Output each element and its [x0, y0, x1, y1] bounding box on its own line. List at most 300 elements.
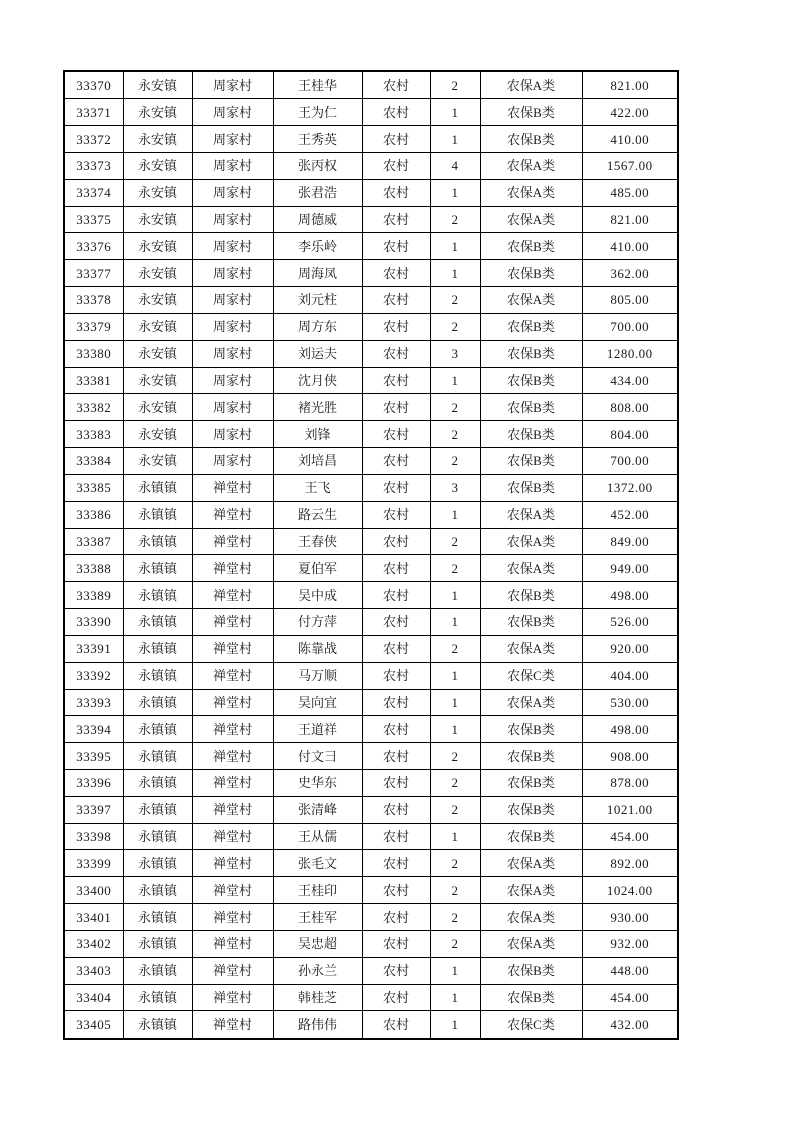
cell-amount: 878.00 — [582, 769, 678, 796]
cell-town: 永镇镇 — [123, 823, 192, 850]
cell-town: 永安镇 — [123, 206, 192, 233]
cell-amount: 526.00 — [582, 609, 678, 636]
cell-village: 周家村 — [192, 233, 273, 260]
cell-serial-number: 33400 — [64, 877, 123, 904]
cell-amount: 908.00 — [582, 743, 678, 770]
cell-village: 周家村 — [192, 421, 273, 448]
cell-serial-number: 33398 — [64, 823, 123, 850]
cell-village: 禅堂村 — [192, 609, 273, 636]
cell-serial-number: 33376 — [64, 233, 123, 260]
cell-person-count: 1 — [430, 609, 480, 636]
cell-residence-type: 农村 — [362, 743, 430, 770]
cell-village: 禅堂村 — [192, 662, 273, 689]
cell-town: 永安镇 — [123, 287, 192, 314]
cell-person-name: 王从儒 — [273, 823, 362, 850]
cell-town: 永安镇 — [123, 233, 192, 260]
cell-person-count: 2 — [430, 528, 480, 555]
cell-residence-type: 农村 — [362, 877, 430, 904]
table-row — [64, 743, 678, 770]
cell-residence-type: 农村 — [362, 930, 430, 957]
cell-person-count: 2 — [430, 930, 480, 957]
cell-residence-type: 农村 — [362, 206, 430, 233]
cell-residence-type: 农村 — [362, 984, 430, 1011]
cell-insurance-category: 农保A类 — [480, 501, 582, 528]
cell-residence-type: 农村 — [362, 394, 430, 421]
cell-village: 禅堂村 — [192, 582, 273, 609]
cell-village: 禅堂村 — [192, 904, 273, 931]
cell-town: 永镇镇 — [123, 1011, 192, 1039]
cell-village: 周家村 — [192, 313, 273, 340]
table-row — [64, 555, 678, 582]
cell-residence-type: 农村 — [362, 99, 430, 126]
cell-person-name: 史华东 — [273, 769, 362, 796]
cell-town: 永镇镇 — [123, 904, 192, 931]
cell-town: 永安镇 — [123, 340, 192, 367]
cell-town: 永镇镇 — [123, 689, 192, 716]
cell-residence-type: 农村 — [362, 957, 430, 984]
cell-residence-type: 农村 — [362, 635, 430, 662]
cell-residence-type: 农村 — [362, 421, 430, 448]
cell-amount: 805.00 — [582, 287, 678, 314]
cell-village: 周家村 — [192, 340, 273, 367]
cell-town: 永安镇 — [123, 367, 192, 394]
cell-serial-number: 33371 — [64, 99, 123, 126]
table-row — [64, 609, 678, 636]
cell-village: 周家村 — [192, 126, 273, 153]
table-row — [64, 233, 678, 260]
cell-town: 永镇镇 — [123, 474, 192, 501]
cell-person-count: 2 — [430, 421, 480, 448]
table-row — [64, 635, 678, 662]
cell-person-name: 路云生 — [273, 501, 362, 528]
cell-residence-type: 农村 — [362, 474, 430, 501]
cell-person-name: 王为仁 — [273, 99, 362, 126]
cell-person-count: 2 — [430, 743, 480, 770]
cell-serial-number: 33390 — [64, 609, 123, 636]
cell-person-count: 4 — [430, 152, 480, 179]
cell-insurance-category: 农保B类 — [480, 367, 582, 394]
cell-residence-type: 农村 — [362, 340, 430, 367]
cell-amount: 920.00 — [582, 635, 678, 662]
cell-residence-type: 农村 — [362, 179, 430, 206]
table-row — [64, 340, 678, 367]
table-row — [64, 850, 678, 877]
cell-insurance-category: 农保A类 — [480, 930, 582, 957]
cell-residence-type: 农村 — [362, 313, 430, 340]
cell-serial-number: 33397 — [64, 796, 123, 823]
table-row — [64, 71, 678, 99]
cell-insurance-category: 农保B类 — [480, 421, 582, 448]
cell-insurance-category: 农保C类 — [480, 1011, 582, 1039]
cell-insurance-category: 农保A类 — [480, 850, 582, 877]
cell-serial-number: 33393 — [64, 689, 123, 716]
cell-amount: 892.00 — [582, 850, 678, 877]
cell-person-count: 1 — [430, 662, 480, 689]
cell-village: 周家村 — [192, 287, 273, 314]
cell-village: 周家村 — [192, 206, 273, 233]
cell-serial-number: 33396 — [64, 769, 123, 796]
cell-insurance-category: 农保B类 — [480, 474, 582, 501]
cell-insurance-category: 农保B类 — [480, 957, 582, 984]
cell-residence-type: 农村 — [362, 233, 430, 260]
table-row — [64, 796, 678, 823]
cell-insurance-category: 农保A类 — [480, 179, 582, 206]
cell-village: 禅堂村 — [192, 474, 273, 501]
table-row — [64, 394, 678, 421]
cell-residence-type: 农村 — [362, 260, 430, 287]
cell-amount: 1567.00 — [582, 152, 678, 179]
cell-town: 永镇镇 — [123, 555, 192, 582]
cell-person-name: 付方萍 — [273, 609, 362, 636]
table-row — [64, 448, 678, 475]
cell-amount: 949.00 — [582, 555, 678, 582]
cell-insurance-category: 农保B类 — [480, 609, 582, 636]
table-row — [64, 904, 678, 931]
cell-serial-number: 33404 — [64, 984, 123, 1011]
cell-person-count: 2 — [430, 769, 480, 796]
cell-person-name: 周德威 — [273, 206, 362, 233]
table-row — [64, 501, 678, 528]
cell-person-count: 1 — [430, 582, 480, 609]
cell-person-name: 周方东 — [273, 313, 362, 340]
cell-village: 禅堂村 — [192, 769, 273, 796]
cell-person-name: 褚光胜 — [273, 394, 362, 421]
cell-insurance-category: 农保B类 — [480, 582, 582, 609]
table-row — [64, 930, 678, 957]
cell-person-count: 2 — [430, 635, 480, 662]
cell-town: 永镇镇 — [123, 609, 192, 636]
cell-person-name: 刘元柱 — [273, 287, 362, 314]
cell-serial-number: 33388 — [64, 555, 123, 582]
cell-town: 永安镇 — [123, 448, 192, 475]
cell-town: 永镇镇 — [123, 930, 192, 957]
cell-serial-number: 33387 — [64, 528, 123, 555]
cell-amount: 448.00 — [582, 957, 678, 984]
cell-town: 永镇镇 — [123, 877, 192, 904]
cell-town: 永镇镇 — [123, 716, 192, 743]
cell-residence-type: 农村 — [362, 448, 430, 475]
cell-serial-number: 33384 — [64, 448, 123, 475]
records-table-body — [64, 71, 678, 1039]
cell-person-count: 1 — [430, 126, 480, 153]
cell-amount: 452.00 — [582, 501, 678, 528]
cell-person-name: 刘培昌 — [273, 448, 362, 475]
cell-residence-type: 农村 — [362, 287, 430, 314]
cell-person-name: 王道祥 — [273, 716, 362, 743]
cell-amount: 432.00 — [582, 1011, 678, 1039]
cell-insurance-category: 农保B类 — [480, 340, 582, 367]
cell-insurance-category: 农保A类 — [480, 71, 582, 99]
cell-serial-number: 33403 — [64, 957, 123, 984]
cell-amount: 1021.00 — [582, 796, 678, 823]
cell-residence-type: 农村 — [362, 555, 430, 582]
cell-village: 周家村 — [192, 448, 273, 475]
cell-insurance-category: 农保B类 — [480, 743, 582, 770]
cell-person-name: 沈月侠 — [273, 367, 362, 394]
cell-town: 永镇镇 — [123, 635, 192, 662]
cell-person-count: 1 — [430, 957, 480, 984]
cell-person-name: 刘运夫 — [273, 340, 362, 367]
cell-serial-number: 33405 — [64, 1011, 123, 1039]
cell-person-name: 张毛文 — [273, 850, 362, 877]
cell-amount: 1280.00 — [582, 340, 678, 367]
cell-person-count: 1 — [430, 501, 480, 528]
cell-town: 永安镇 — [123, 99, 192, 126]
table-row — [64, 126, 678, 153]
cell-amount: 410.00 — [582, 126, 678, 153]
cell-village: 周家村 — [192, 260, 273, 287]
cell-amount: 700.00 — [582, 313, 678, 340]
cell-person-count: 2 — [430, 206, 480, 233]
cell-village: 周家村 — [192, 367, 273, 394]
cell-person-name: 王秀英 — [273, 126, 362, 153]
cell-amount: 454.00 — [582, 984, 678, 1011]
cell-amount: 410.00 — [582, 233, 678, 260]
cell-person-name: 张清峰 — [273, 796, 362, 823]
cell-town: 永安镇 — [123, 126, 192, 153]
cell-insurance-category: 农保B类 — [480, 126, 582, 153]
cell-person-count: 3 — [430, 340, 480, 367]
table-row — [64, 421, 678, 448]
cell-person-count: 1 — [430, 984, 480, 1011]
table-row — [64, 99, 678, 126]
cell-insurance-category: 农保A类 — [480, 528, 582, 555]
cell-serial-number: 33378 — [64, 287, 123, 314]
cell-amount: 434.00 — [582, 367, 678, 394]
table-row — [64, 367, 678, 394]
cell-amount: 404.00 — [582, 662, 678, 689]
cell-town: 永安镇 — [123, 394, 192, 421]
cell-person-name: 李乐岭 — [273, 233, 362, 260]
cell-amount: 1372.00 — [582, 474, 678, 501]
cell-person-name: 王飞 — [273, 474, 362, 501]
cell-person-count: 1 — [430, 1011, 480, 1039]
table-row — [64, 206, 678, 233]
table-row — [64, 662, 678, 689]
cell-amount: 498.00 — [582, 582, 678, 609]
table-row — [64, 260, 678, 287]
cell-amount: 422.00 — [582, 99, 678, 126]
cell-serial-number: 33382 — [64, 394, 123, 421]
cell-insurance-category: 农保A类 — [480, 877, 582, 904]
cell-town: 永镇镇 — [123, 501, 192, 528]
cell-serial-number: 33381 — [64, 367, 123, 394]
table-row — [64, 528, 678, 555]
cell-person-count: 1 — [430, 367, 480, 394]
cell-residence-type: 农村 — [362, 609, 430, 636]
cell-village: 禅堂村 — [192, 501, 273, 528]
cell-person-count: 1 — [430, 716, 480, 743]
cell-insurance-category: 农保B类 — [480, 796, 582, 823]
cell-serial-number: 33392 — [64, 662, 123, 689]
cell-amount: 700.00 — [582, 448, 678, 475]
cell-amount: 804.00 — [582, 421, 678, 448]
cell-village: 禅堂村 — [192, 716, 273, 743]
cell-serial-number: 33402 — [64, 930, 123, 957]
cell-amount: 485.00 — [582, 179, 678, 206]
cell-serial-number: 33372 — [64, 126, 123, 153]
cell-insurance-category: 农保A类 — [480, 904, 582, 931]
cell-residence-type: 农村 — [362, 769, 430, 796]
cell-person-name: 王桂军 — [273, 904, 362, 931]
cell-insurance-category: 农保B类 — [480, 448, 582, 475]
cell-person-count: 1 — [430, 260, 480, 287]
cell-town: 永安镇 — [123, 179, 192, 206]
cell-insurance-category: 农保B类 — [480, 99, 582, 126]
cell-amount: 849.00 — [582, 528, 678, 555]
table-row — [64, 582, 678, 609]
cell-town: 永安镇 — [123, 71, 192, 99]
cell-insurance-category: 农保A类 — [480, 287, 582, 314]
cell-person-count: 1 — [430, 99, 480, 126]
cell-person-name: 吴忠超 — [273, 930, 362, 957]
cell-amount: 821.00 — [582, 71, 678, 99]
cell-person-count: 2 — [430, 71, 480, 99]
cell-amount: 932.00 — [582, 930, 678, 957]
cell-person-count: 1 — [430, 233, 480, 260]
cell-residence-type: 农村 — [362, 126, 430, 153]
cell-person-name: 马万顺 — [273, 662, 362, 689]
cell-town: 永镇镇 — [123, 582, 192, 609]
cell-person-count: 2 — [430, 796, 480, 823]
cell-serial-number: 33389 — [64, 582, 123, 609]
cell-town: 永安镇 — [123, 421, 192, 448]
cell-amount: 821.00 — [582, 206, 678, 233]
cell-amount: 454.00 — [582, 823, 678, 850]
cell-residence-type: 农村 — [362, 152, 430, 179]
cell-amount: 530.00 — [582, 689, 678, 716]
table-row — [64, 287, 678, 314]
cell-person-count: 2 — [430, 394, 480, 421]
cell-person-name: 张丙权 — [273, 152, 362, 179]
table-row — [64, 769, 678, 796]
cell-person-name: 付文彐 — [273, 743, 362, 770]
cell-village: 周家村 — [192, 152, 273, 179]
cell-serial-number: 33395 — [64, 743, 123, 770]
cell-village: 周家村 — [192, 179, 273, 206]
cell-town: 永镇镇 — [123, 957, 192, 984]
cell-town: 永镇镇 — [123, 528, 192, 555]
cell-insurance-category: 农保B类 — [480, 823, 582, 850]
cell-serial-number: 33399 — [64, 850, 123, 877]
cell-person-count: 2 — [430, 287, 480, 314]
cell-serial-number: 33386 — [64, 501, 123, 528]
cell-residence-type: 农村 — [362, 1011, 430, 1039]
table-row — [64, 823, 678, 850]
cell-insurance-category: 农保B类 — [480, 716, 582, 743]
cell-village: 禅堂村 — [192, 984, 273, 1011]
cell-residence-type: 农村 — [362, 662, 430, 689]
cell-person-count: 1 — [430, 823, 480, 850]
cell-insurance-category: 农保B类 — [480, 984, 582, 1011]
cell-village: 禅堂村 — [192, 1011, 273, 1039]
cell-serial-number: 33394 — [64, 716, 123, 743]
cell-village: 禅堂村 — [192, 850, 273, 877]
cell-serial-number: 33385 — [64, 474, 123, 501]
cell-insurance-category: 农保C类 — [480, 662, 582, 689]
cell-person-name: 王桂华 — [273, 71, 362, 99]
cell-town: 永镇镇 — [123, 662, 192, 689]
cell-residence-type: 农村 — [362, 71, 430, 99]
cell-insurance-category: 农保B类 — [480, 394, 582, 421]
cell-village: 禅堂村 — [192, 930, 273, 957]
cell-village: 禅堂村 — [192, 635, 273, 662]
cell-serial-number: 33373 — [64, 152, 123, 179]
cell-amount: 808.00 — [582, 394, 678, 421]
cell-amount: 498.00 — [582, 716, 678, 743]
cell-village: 禅堂村 — [192, 957, 273, 984]
cell-person-name: 刘锋 — [273, 421, 362, 448]
cell-person-name: 陈靠战 — [273, 635, 362, 662]
table-row — [64, 689, 678, 716]
cell-village: 禅堂村 — [192, 877, 273, 904]
cell-person-count: 2 — [430, 850, 480, 877]
cell-town: 永安镇 — [123, 313, 192, 340]
cell-residence-type: 农村 — [362, 367, 430, 394]
cell-residence-type: 农村 — [362, 904, 430, 931]
cell-serial-number: 33379 — [64, 313, 123, 340]
cell-serial-number: 33370 — [64, 71, 123, 99]
cell-residence-type: 农村 — [362, 850, 430, 877]
cell-town: 永镇镇 — [123, 796, 192, 823]
cell-person-count: 2 — [430, 555, 480, 582]
cell-serial-number: 33401 — [64, 904, 123, 931]
cell-village: 周家村 — [192, 99, 273, 126]
cell-town: 永镇镇 — [123, 850, 192, 877]
cell-person-name: 夏伯军 — [273, 555, 362, 582]
table-row — [64, 716, 678, 743]
cell-town: 永镇镇 — [123, 984, 192, 1011]
cell-amount: 930.00 — [582, 904, 678, 931]
cell-insurance-category: 农保A类 — [480, 555, 582, 582]
cell-person-name: 孙永兰 — [273, 957, 362, 984]
cell-village: 禅堂村 — [192, 555, 273, 582]
records-table — [63, 70, 679, 1040]
cell-insurance-category: 农保A类 — [480, 206, 582, 233]
cell-person-count: 2 — [430, 448, 480, 475]
cell-serial-number: 33375 — [64, 206, 123, 233]
cell-serial-number: 33377 — [64, 260, 123, 287]
table-row — [64, 1011, 678, 1039]
cell-person-name: 周海凤 — [273, 260, 362, 287]
cell-residence-type: 农村 — [362, 716, 430, 743]
cell-residence-type: 农村 — [362, 528, 430, 555]
cell-serial-number: 33374 — [64, 179, 123, 206]
cell-person-count: 1 — [430, 179, 480, 206]
cell-insurance-category: 农保B类 — [480, 260, 582, 287]
cell-person-count: 2 — [430, 313, 480, 340]
cell-village: 禅堂村 — [192, 528, 273, 555]
cell-serial-number: 33380 — [64, 340, 123, 367]
cell-residence-type: 农村 — [362, 582, 430, 609]
cell-village: 周家村 — [192, 394, 273, 421]
cell-person-name: 韩桂芝 — [273, 984, 362, 1011]
cell-insurance-category: 农保B类 — [480, 769, 582, 796]
cell-insurance-category: 农保A类 — [480, 152, 582, 179]
table-row — [64, 957, 678, 984]
table-row — [64, 313, 678, 340]
cell-amount: 362.00 — [582, 260, 678, 287]
cell-person-count: 2 — [430, 904, 480, 931]
cell-person-name: 吴中成 — [273, 582, 362, 609]
cell-person-count: 2 — [430, 877, 480, 904]
cell-person-name: 王春侠 — [273, 528, 362, 555]
cell-person-name: 路伟伟 — [273, 1011, 362, 1039]
table-row — [64, 179, 678, 206]
cell-village: 禅堂村 — [192, 823, 273, 850]
cell-residence-type: 农村 — [362, 796, 430, 823]
cell-person-name: 王桂印 — [273, 877, 362, 904]
